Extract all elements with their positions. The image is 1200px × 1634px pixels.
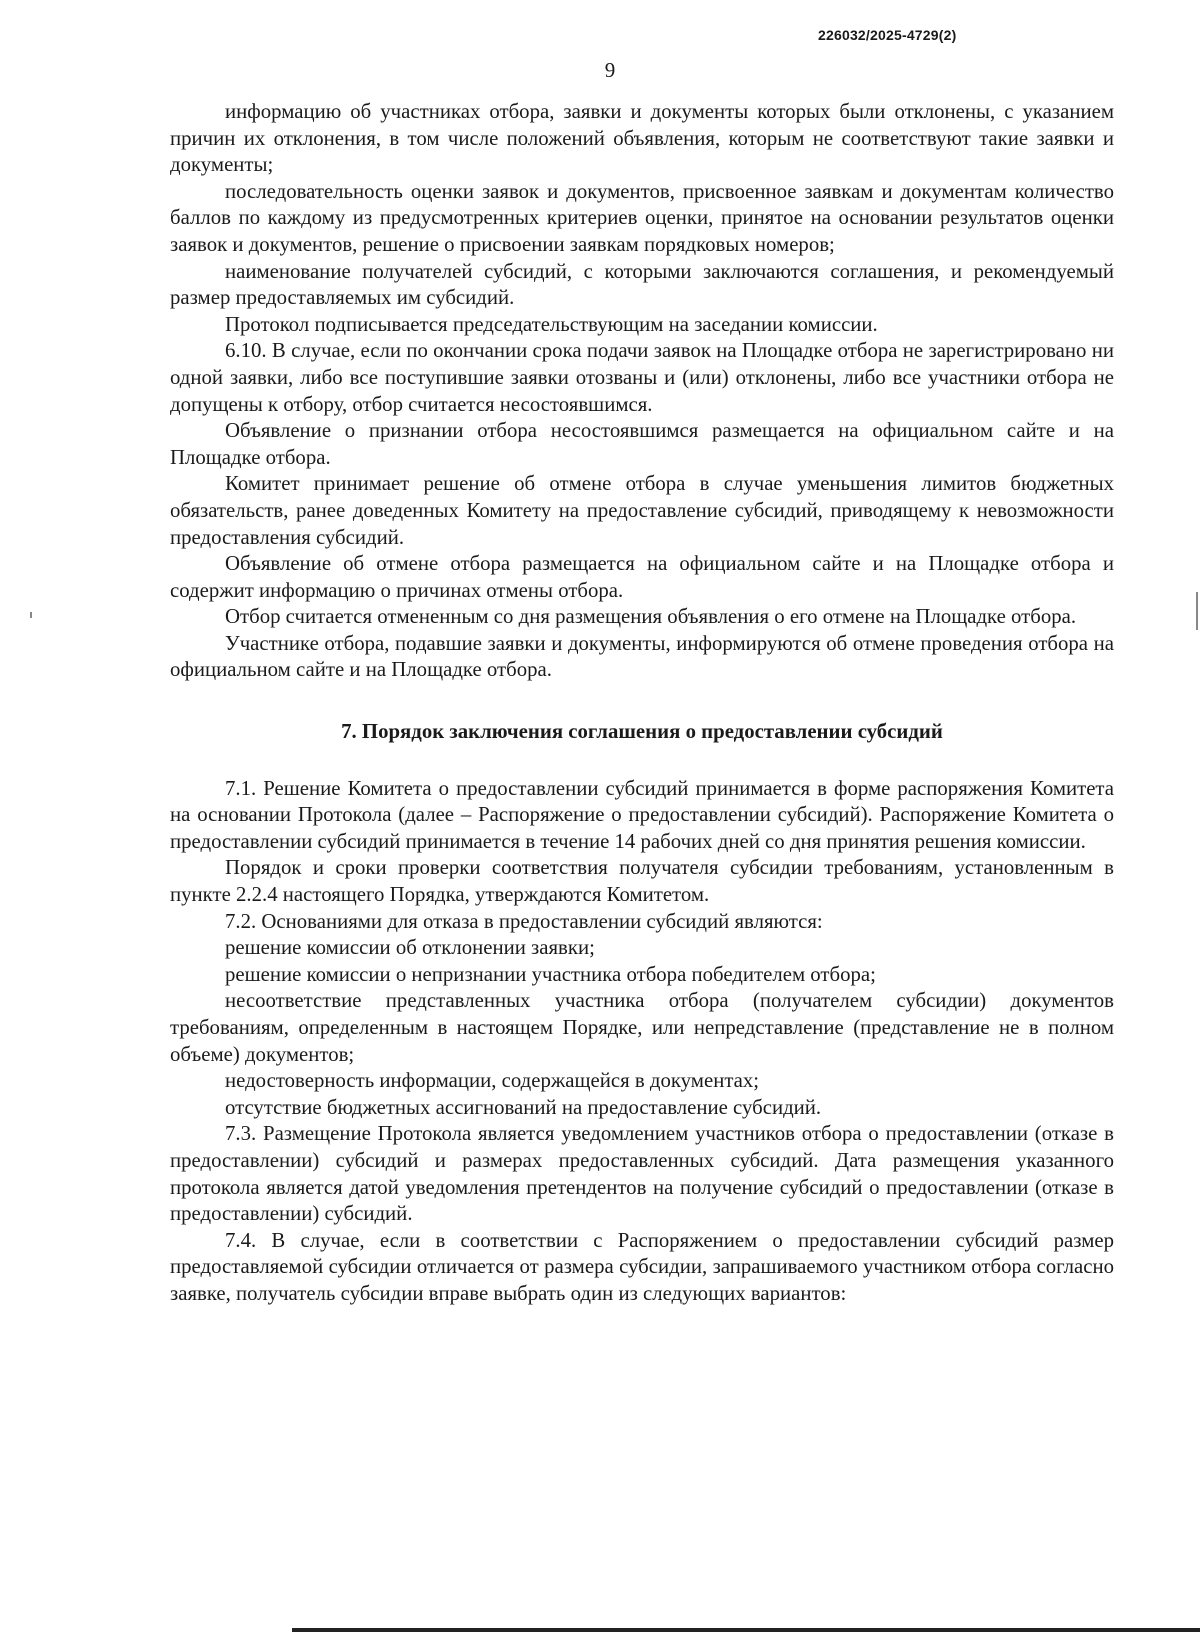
paragraph: решение комиссии об отклонении заявки; bbox=[225, 936, 595, 960]
paragraph: 6.10. В случае, если по окончании срока подачи заявок на Площадке отбора не зарегистрировано ни одной заявки, либо все поступившие заявки отозваны и (или) отклонены, либо все участники отбора не допущены к отбору, отбор считается несостоявшимся. bbox=[170, 339, 1114, 416]
paragraph: Протокол подписывается председательствующим на заседании комиссии. bbox=[225, 312, 878, 336]
paragraph: последовательность оценки заявок и документов, присвоенное заявкам и документам количество баллов по каждому из предусмотренных критериев оценки, принятое на основании результатов оценки заявок и документов, решение о присвоении заявкам порядковых номеров; bbox=[170, 179, 1114, 256]
paragraph: Отбор считается отмененным со дня размещения объявления о его отмене на Площадке отбора. bbox=[225, 605, 1077, 629]
scan-bottom-rule bbox=[292, 1628, 1200, 1632]
page-body bbox=[170, 99, 1114, 1308]
paragraph: Комитет принимает решение об отмене отбора в случае уменьшения лимитов бюджетных обязательств, ранее доведенных Комитету на предоставление субсидий, приводящему к невозможности предоставления субсидий. bbox=[170, 472, 1114, 549]
scan-margin-mark bbox=[30, 612, 32, 618]
paragraph: Участнике отбора, подавшие заявки и документы, информируются об отмене проведения отбора на официальном сайте и на Площадке отбора. bbox=[170, 631, 1114, 682]
paragraph: 7.1. Решение Комитета о предоставлении субсидий принимается в форме распоряжения Комитета на основании Протокола (далее – Распоряжение о предоставлении субсидий). Распоряжение Комитета о предоставлении субсидий принимается в течение 14 рабочих дней со дня принятия решения комиссии. bbox=[170, 776, 1114, 853]
paragraph: 7.2. Основаниями для отказа в предоставлении субсидий являются: bbox=[225, 909, 823, 933]
paragraph: 7.3. Размещение Протокола является уведомлением участников отбора о предоставлении (отказе в предоставлении) субсидий и размерах предоставленных субсидий. Дата размещения указанного протокола является датой уведомления претендентов на получение субсидий о предоставлении (отказе в предоставлении) субсидий. bbox=[170, 1122, 1114, 1226]
scan-margin-mark bbox=[1196, 592, 1198, 630]
page-number: 9 bbox=[604, 58, 616, 82]
paragraph: недостоверность информации, содержащейся в документах; bbox=[225, 1069, 760, 1093]
paragraph: Объявление об отмене отбора размещается на официальном сайте и на Площадке отбора и содержит информацию о причинах отмены отбора. bbox=[170, 552, 1114, 602]
paragraph: Объявление о признании отбора несостоявшимся размещается на официальном сайте и на Площадке отбора. bbox=[170, 419, 1114, 469]
paragraph: наименование получателей субсидий, с которыми заключаются соглашения, и рекомендуемый размер предоставляемых им субсидий. bbox=[170, 259, 1114, 310]
section-heading: 7. Порядок заключения соглашения о предоставлении субсидий bbox=[341, 720, 943, 744]
paragraph: 7.4. В случае, если в соответствии с Распоряжением о предоставлении субсидий размер предоставляемой субсидии отличается от размера субсидии, запрашиваемого участником отбора согласно заявке, получатель субсидии вправе выбрать один из следующих вариантов: bbox=[170, 1228, 1114, 1305]
paragraph: несоответствие представленных участника отбора (получателем субсидии) документов требованиям, определенным в настоящем Порядке, или непредставление (представление не в полном объеме) документов; bbox=[170, 989, 1114, 1066]
paragraph: Порядок и сроки проверки соответствия получателя субсидии требованиям, установленным в пункте 2.2.4 настоящего Порядка, утверждаются Комитетом. bbox=[170, 856, 1114, 907]
document-id: 226032/2025-4729(2) bbox=[818, 27, 957, 43]
paragraph: решение комиссии о непризнании участника отбора победителем отбора; bbox=[225, 962, 876, 986]
paragraph: информацию об участниках отбора, заявки и документы которых были отклонены, с указанием причин их отклонения, в том числе положений объявления, которым не соответствуют такие заявки и документы; bbox=[170, 100, 1114, 177]
paragraph: отсутствие бюджетных ассигнований на предоставление субсидий. bbox=[225, 1095, 822, 1119]
